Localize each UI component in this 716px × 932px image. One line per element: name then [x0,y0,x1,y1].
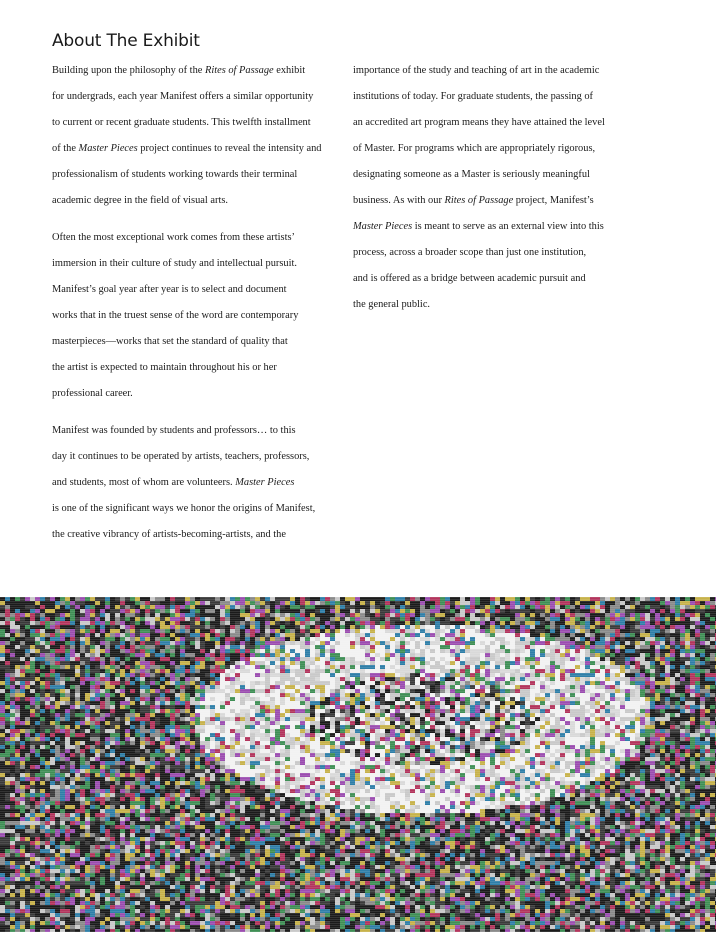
text-line [52,522,337,548]
text-line [353,292,643,318]
paragraph [52,418,337,548]
italic-title-text: Master Pieces [353,221,413,232]
text-line [52,136,337,162]
paragraph [52,225,337,407]
text-segment: Manifest’s goal year after year is to select and document [52,284,287,295]
text-segment: the creative vibrancy of artists-becoming-artists, and the [52,529,286,540]
text-line [52,303,337,329]
paragraph [52,58,337,214]
text-segment: of the [52,143,79,154]
text-segment: an accredited art program means they have attained the level [353,117,605,128]
text-line [353,84,643,110]
text-line [353,162,643,188]
text-line [52,162,337,188]
text-segment: Building upon the philosophy of the [52,65,205,76]
text-line [52,110,337,136]
paragraph [353,58,643,318]
text-segment: importance of the study and teaching of art in the academic [353,65,600,76]
text-segment: is one of the significant ways we honor the origins of Manifest, [52,503,316,514]
italic-title-text: Rites of Passage [444,195,514,206]
text-segment: is meant to serve as an external view into this [412,221,604,232]
text-line [52,381,337,407]
text-segment: and students, most of whom are volunteers. [52,477,236,488]
text-line [52,277,337,303]
text-segment: project continues to reveal the intensity and [137,143,322,154]
text-line [52,329,337,355]
text-line [52,225,337,251]
text-line [353,136,643,162]
text-segment: to current or recent graduate students. This twelfth installment [52,117,311,128]
text-line [353,58,643,84]
italic-title-text: Master Pieces [78,143,138,154]
text-segment: professional career. [52,388,133,399]
text-segment: the artist is expected to maintain throughout his or her [52,362,277,373]
text-line [353,110,643,136]
text-segment: immersion in their culture of study and intellectual pursuit. [52,258,297,269]
text-line [52,418,337,444]
text-segment: the general public. [353,299,431,310]
text-segment: works that in the truest sense of the word are contemporary [52,310,299,321]
page-title: About The Exhibit [52,31,200,51]
text-segment: exhibit [273,65,306,76]
text-line [52,84,337,110]
noise-artwork-image [0,597,716,932]
abstract-noise-artwork [0,597,716,932]
text-line [52,444,337,470]
text-segment: Often the most exceptional work comes from these artists’ [52,232,295,243]
text-line [52,470,337,496]
text-line [52,355,337,381]
text-segment: process, across a broader scope than just one institution, [353,247,587,258]
text-segment: day it continues to be operated by artists, teachers, professors, [52,451,310,462]
text-line [52,251,337,277]
text-segment: for undergrads, each year Manifest offers a similar opportunity [52,91,314,102]
right-text-column [353,58,643,329]
text-segment: project, Manifest’s [513,195,594,206]
left-text-column [52,58,337,559]
text-line [52,496,337,522]
text-line [353,266,643,292]
text-segment: Manifest was founded by students and professors… to this [52,425,296,436]
text-segment: and is offered as a bridge between academic pursuit and [353,273,586,284]
text-line [353,188,643,214]
text-segment: institutions of today. For graduate students, the passing of [353,91,594,102]
text-line [52,188,337,214]
text-segment: professionalism of students working towards their terminal [52,169,298,180]
text-line [353,214,643,240]
text-segment: masterpieces—works that set the standard of quality that [52,336,288,347]
text-segment: of Master. For programs which are appropriately rigorous, [353,143,596,154]
text-segment: business. As with our [353,195,445,206]
text-line [52,58,337,84]
text-segment: academic degree in the field of visual arts. [52,195,228,206]
text-segment: designating someone as a Master is seriously meaningful [353,169,590,180]
text-line [353,240,643,266]
italic-title-text: Master Pieces [235,477,295,488]
italic-title-text: Rites of Passage [204,65,274,76]
